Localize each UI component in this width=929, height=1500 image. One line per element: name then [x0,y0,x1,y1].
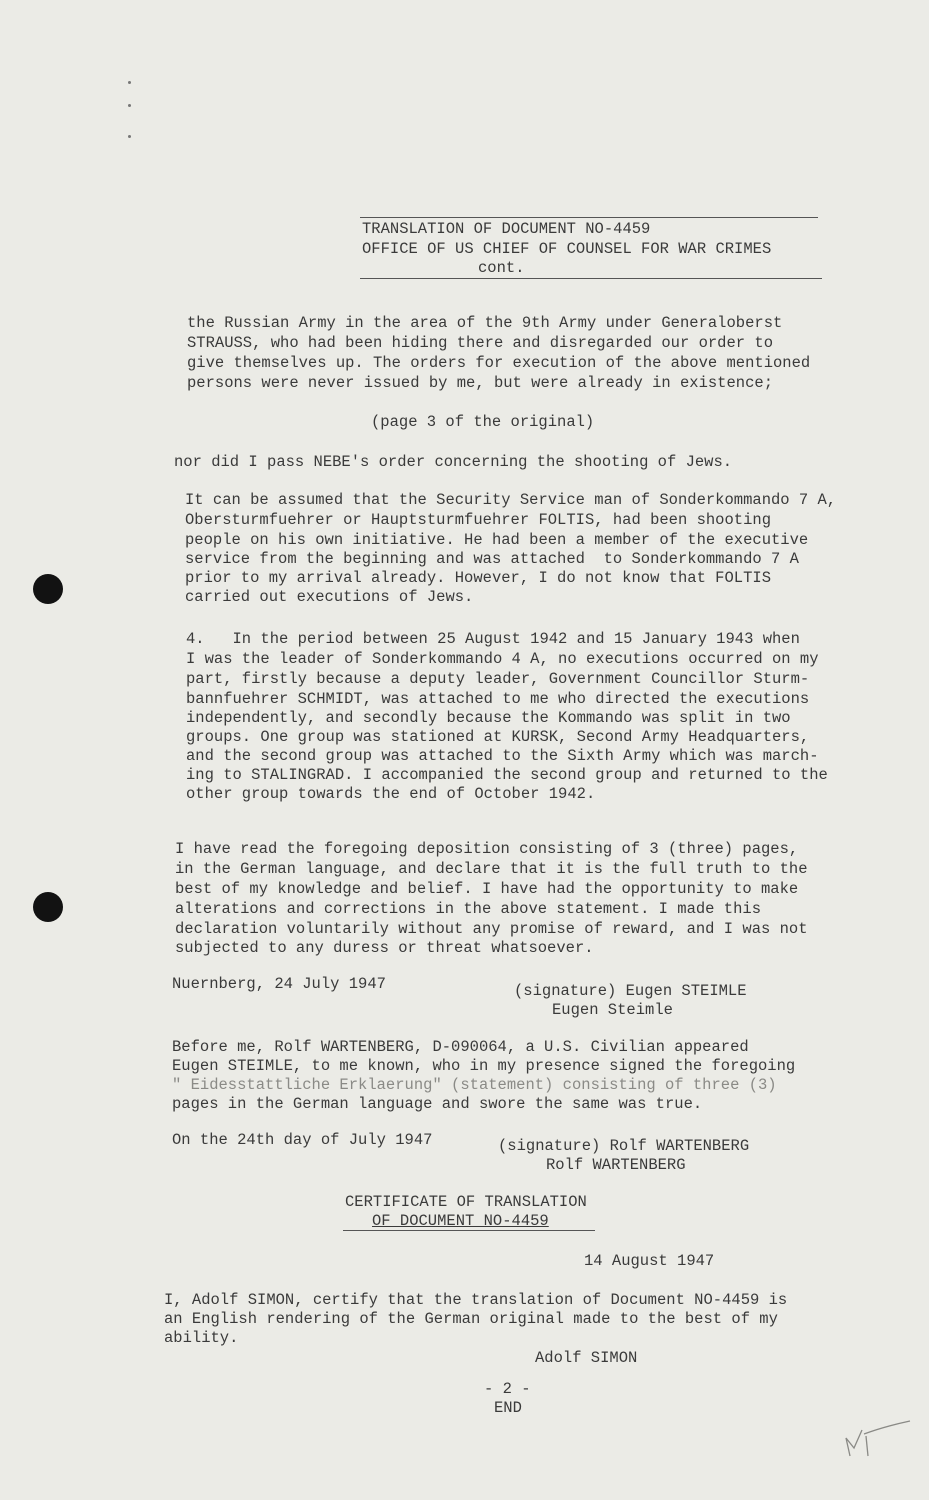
text-line: and the second group was attached to the Sixth Army which was march- [186,747,819,765]
text-line: give themselves up. The orders for execution of the above mentioned [187,354,811,372]
text-line: best of my knowledge and belief. I have had the opportunity to make [175,880,799,898]
signature-date-2: On the 24th day of July 1947 [172,1131,433,1149]
text-line: alterations and corrections in the above statement. I made this [175,900,761,918]
text-line: subjected to any duress or threat whatsoever. [175,939,594,957]
end-marker: END [494,1399,522,1417]
paper-speck [128,135,131,138]
text-line: 4. In the period between 25 August 1942 and 15 January 1943 when [186,630,800,648]
paper-speck [128,81,131,84]
text-line: people on his own initiative. He had been a member of the executive [185,531,809,549]
binder-hole-top [33,574,63,604]
text-line: Obersturmfuehrer or Hauptsturmfuehrer FOLTIS, had been shooting [185,511,771,529]
signature-steimle: (signature) Eugen STEIMLE [514,982,747,1000]
text-line: declaration voluntarily without any promise of reward, and I was not [175,920,808,938]
paper-speck [128,104,131,107]
text-line: in the German language, and declare that it is the full truth to the [175,860,808,878]
certificate-date: 14 August 1947 [584,1252,715,1270]
signature-wartenberg: (signature) Rolf WARTENBERG [498,1137,750,1155]
signature-place-date: Nuernberg, 24 July 1947 [172,975,386,993]
text-line: Eugen STEIMLE, to me known, who in my presence signed the foregoing [172,1057,796,1075]
text-line: bannfuehrer SCHMIDT, was attached to me who directed the executions [186,690,810,708]
certificate-title: CERTIFICATE OF TRANSLATION [345,1193,587,1211]
paragraph-2: nor did I pass NEBE's order concerning the shooting of Jews. [174,453,733,471]
text-line: persons were never issued by me, but were already in existence; [187,374,773,392]
text-line: an English rendering of the German original made to the best of my [164,1310,778,1328]
text-line: groups. One group was stationed at KURSK, Second Army Headquarters, [186,728,810,746]
text-line: " Eidesstattliche Erklaerung" (statement) consisting of three (3) [172,1076,777,1094]
text-line: Before me, Rolf WARTENBERG, D-090064, a U.S. Civilian appeared [172,1038,749,1056]
signature-wartenberg-name: Rolf WARTENBERG [546,1156,686,1174]
text-line: prior to my arrival already. However, I do not know that FOLTIS [185,569,771,587]
text-line: I have read the foregoing deposition consisting of 3 (three) pages, [175,840,799,858]
signature-steimle-name: Eugen Steimle [552,1001,673,1019]
text-line: It can be assumed that the Security Service man of Sonderkommando 7 A, [185,491,837,509]
certificate-rule [343,1230,595,1231]
text-line: I, Adolf SIMON, certify that the translation of Document NO-4459 is [164,1291,788,1309]
page-number: - 2 - [484,1380,531,1398]
text-line: the Russian Army in the area of the 9th Army under Generaloberst [187,314,783,332]
certificate-subtitle: OF DOCUMENT NO-4459 [372,1212,549,1230]
header-rule-top [360,217,818,218]
text-line: ing to STALINGRAD. I accompanied the second group and returned to the [186,766,828,784]
text-line: STRAUSS, who had been hiding there and disregarded our order to [187,334,773,352]
text-line: independently, and secondly because the Kommando was split in two [186,709,791,727]
header-rule-bottom [360,278,822,279]
header-office: OFFICE OF US CHIEF OF COUNSEL FOR WAR CRIMES [362,240,772,258]
page-note: (page 3 of the original) [371,413,595,431]
text-line: pages in the German language and swore the same was true. [172,1095,703,1113]
text-line: I was the leader of Sonderkommando 4 A, no executions occurred on my [186,650,819,668]
text-line: carried out executions of Jews. [185,588,474,606]
header-cont: cont. [478,259,525,277]
text-line: other group towards the end of October 1942. [186,785,596,803]
text-line: part, firstly because a deputy leader, Government Councillor Sturm- [186,670,810,688]
text-line: service from the beginning and was attached to Sonderkommando 7 A [185,550,799,568]
header-title: TRANSLATION OF DOCUMENT NO-4459 [362,220,651,238]
text-line: ability. [164,1329,239,1347]
certificate-signer: Adolf SIMON [535,1349,638,1367]
handwritten-mark [840,1418,915,1468]
binder-hole-bottom [33,892,63,922]
